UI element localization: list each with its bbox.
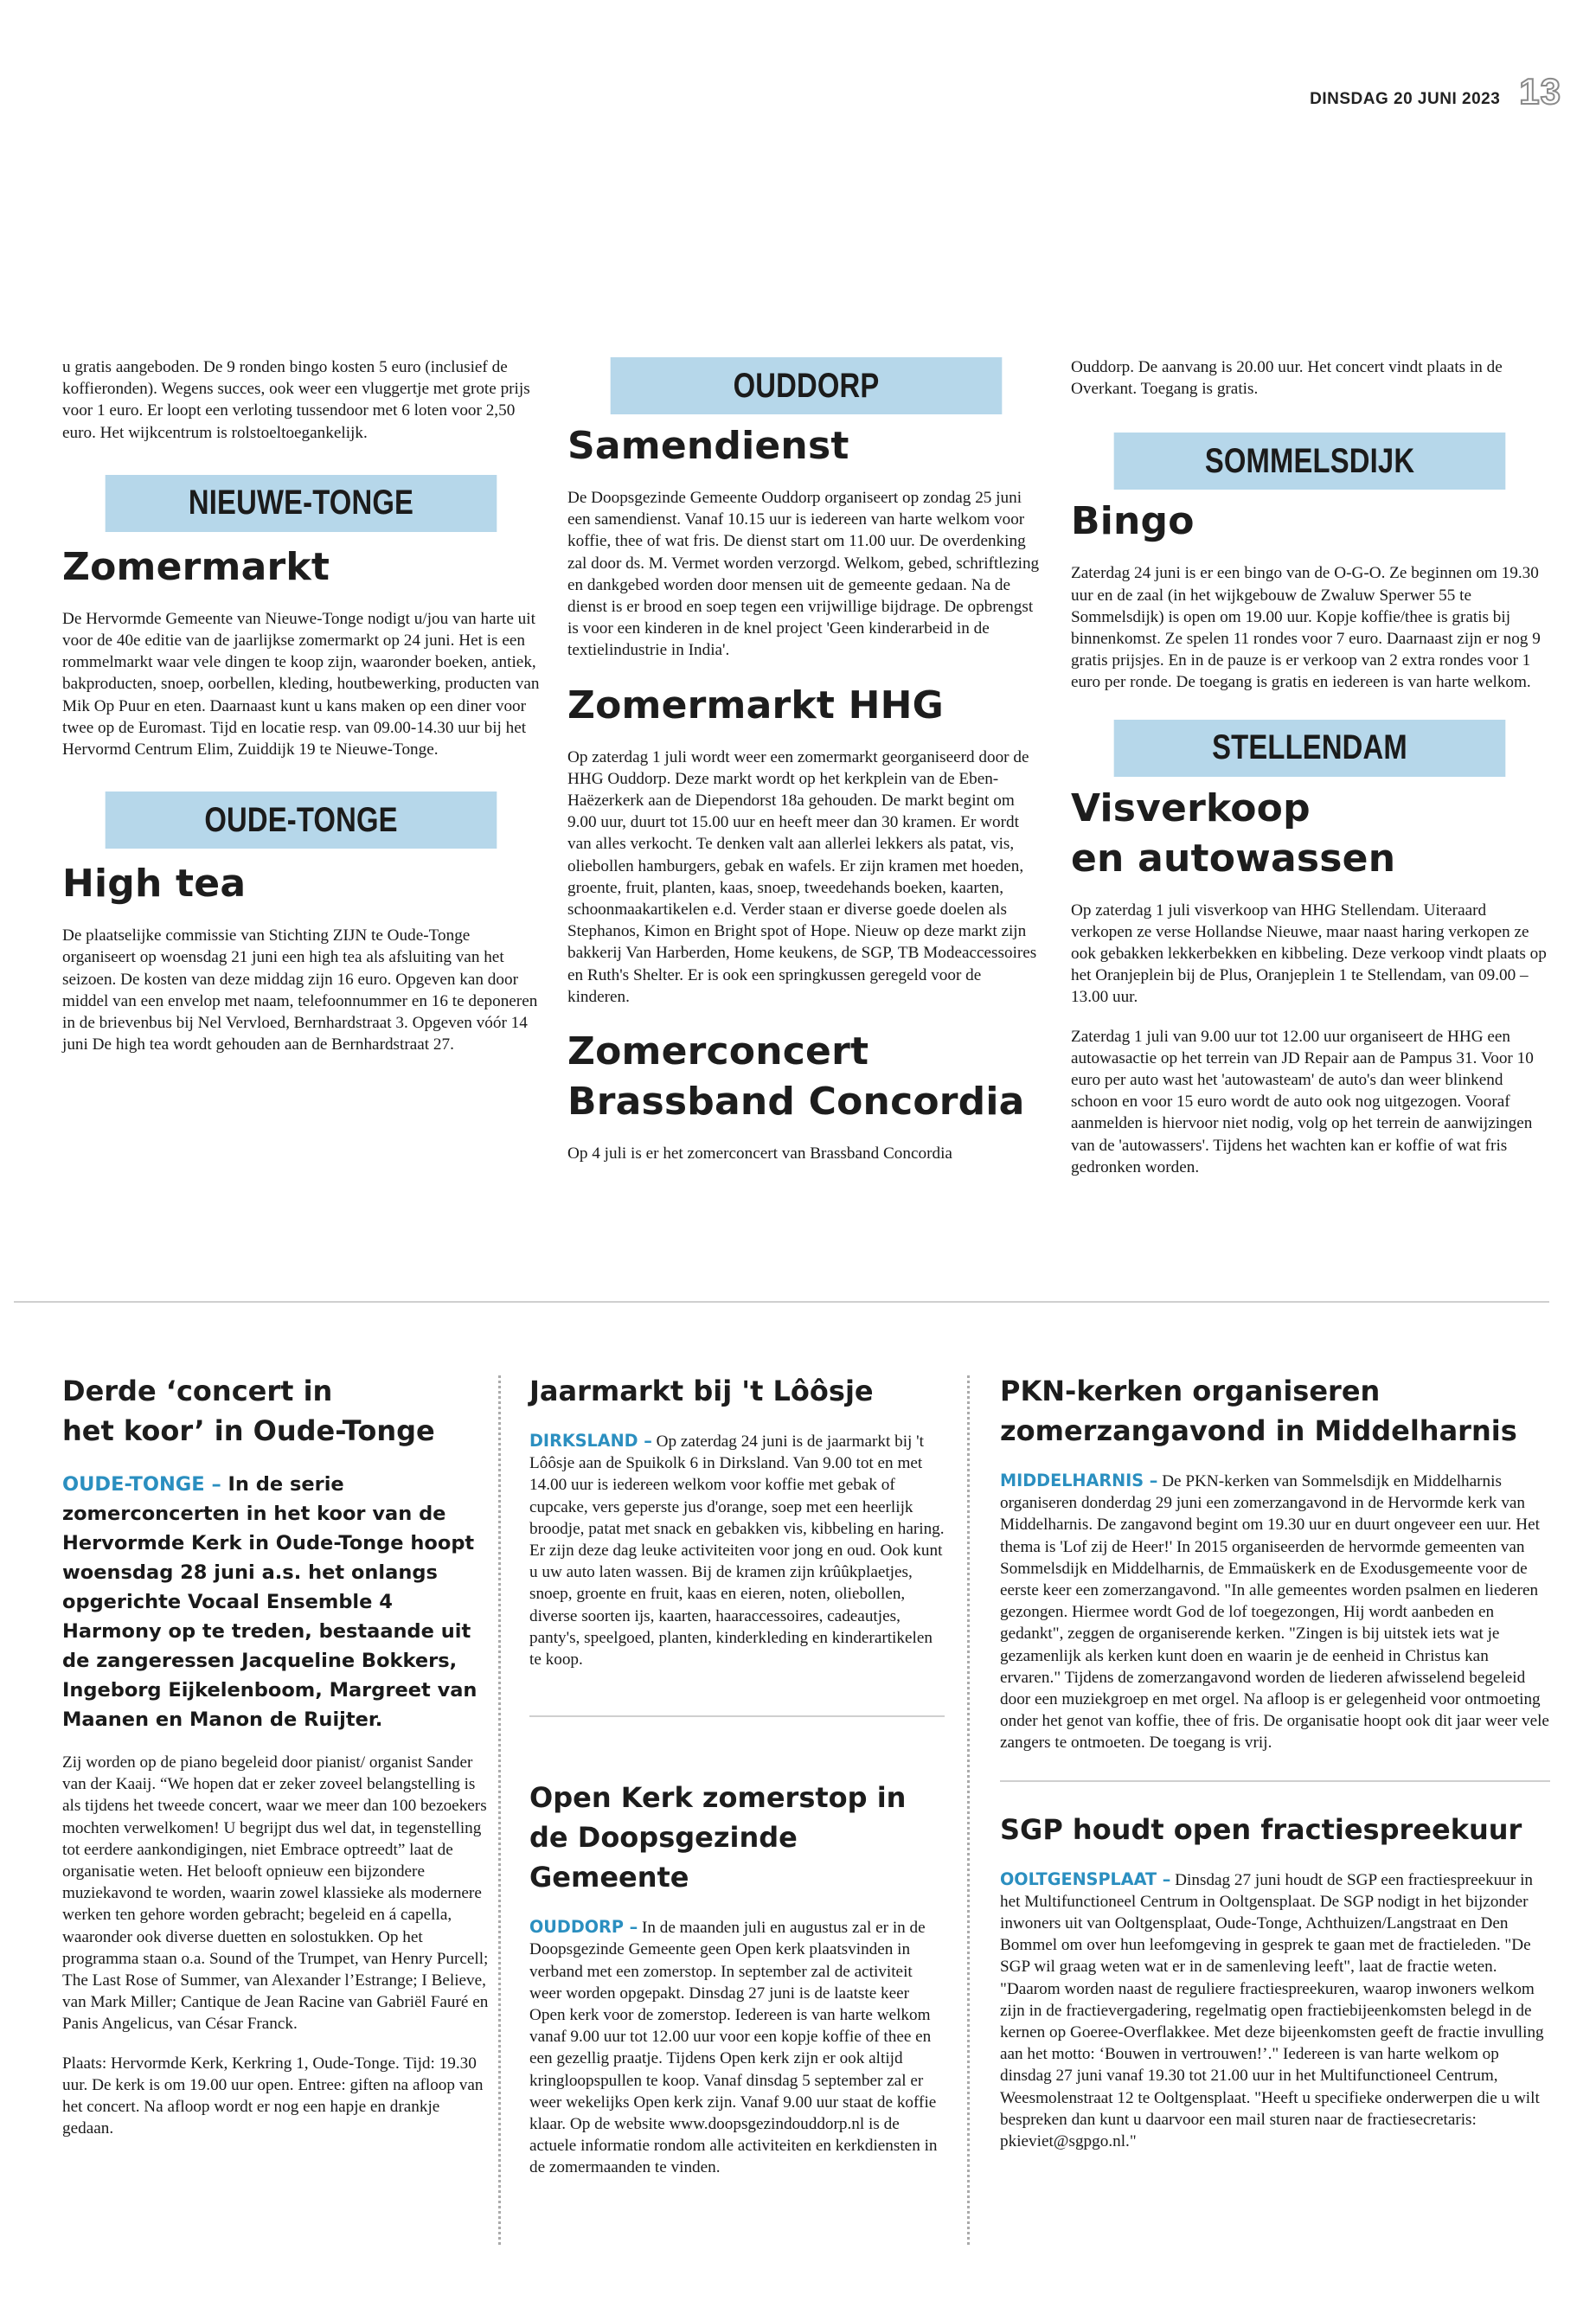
column-1-intro: u gratis aangeboden. De 9 ronden bingo kosten 5 euro (inclusief de koffieronden). Wegens succes, ook weer een vluggertje met grote prijs voor 1 euro. Er loopt een verloting tussendoor met 6 loten voor 2,50 euro. Het wijkcentrum is rolstoeltoegankelijk.: [62, 358, 530, 442]
article-title-derde-concert: [62, 1371, 495, 1451]
column-1: [62, 356, 540, 1055]
pkn-kerken-text: De PKN-kerken van Sommelsdijk en Middelharnis organiseren donderdag 29 juni een zomerzangavond in de Hervormde kerk van Middelharnis. De zangavond begint om 19.30 uur en duurt ongeveer een uur. Het thema is 'Lof zij de Heer!' In 2015 organiseerden de hervormde gemeenten van Sommelsdijk en Middelharnis, de Emmaüskerk en de Exodusgemeente voor de eerste keer een zomerzangavond. "In alle gemeentes worden psalmen en liederen gezongen. Hiermee wordt God de lof toegezongen, Hij wordt aanbeden en gedankt", zeggen de organiserende kerken. "Zingen is bij uitstek iets wat je gezamenlijk als kerken kunt doen en waarin je de eenheid in Christus kan ervaren." Tijdens de zomerzangavond worden de liederen afwisselend begeleid door een muziekgroep en met orgel. Na afloop is er gelegenheid voor ontmoeting onder het genot van koffie, thee of fris. De organisatie hoopt ook dit jaar weer vele zangers te ontmoeten. De toegang is vrij.: [1000, 1472, 1549, 1753]
open-kerk-text: In de maanden juli en augustus zal er in de Doopsgezinde Gemeente geen Open kerk plaatsvinden in verband met een zomerstop. In september zal de activiteit weer worden opgepakt. Dinsdag 27 juni is de laatste keer Open kerk voor de zomerstop. Iedereen is van harte welkom vanaf 9.00 uur tot 12.00 uur voor een kopje koffie of thee en een gezellig praatje. Tijdens Open kerk zijn er ook altijd kringloopspullen te koop. Vanaf dinsdag 5 september zal er weer wekelijks Open kerk zijn. Vanaf 9.00 uur staat de koffie klaar. Op de website www.doopsgezindouddorp.nl is de actuele informatie rondom alle activiteiten en kerkdiensten in de zomermaanden te vinden.: [529, 1919, 938, 2177]
issue-date: DINSDAG 20 JUNI 2023: [1310, 90, 1501, 108]
column-separator-2: [967, 1375, 970, 2245]
article-body-bingo: Zaterdag 24 juni is er een bingo van de O-G-O. Ze beginnen om 19.30 uur en de zaal (in het wijkgebouw de Zwaluw Sperwer 55 te Sommelsdijk) is open om 19.00 uur. Kopje koffie/thee is gratis bij binnenkomst. Ze spelen 11 rondes voor 7 euro. Daarnaast zijn er nog 9 gratis prijsjes. En in de pauze is er verkoop van 2 extra rondes voor 1 euro per ronde. De toegang is gratis en iedereen is van harte welkom.: [1071, 564, 1541, 692]
article-body-pkn-kerken: [1000, 1470, 1550, 1754]
article-body-high-tea: De plaatselijke commissie van Stichting ZIJN te Oude-Tonge organiseert op woensdag 21 juni een high tea als afsluiting van het seizoen. De kosten van deze middag zijn 16 euro. Opgeven kan door middel van een envelop met naam, telefoonnummer en 16 te deponeren in de brievenbus bij Nel Vervloed, Bernhardstraat 3. Opgeven vóór 14 juni De high tea wordt gehouden aan de Bernhardstraat 27.: [62, 926, 538, 1054]
lead-text: In de serie zomerconcerten in het koor van de Hervormde Kerk in Oude-Tonge hoopt woensdag 28 juni a.s. het onlangs opgerichte Vocaal Ensemble 4 Harmony op te treden, bestaande uit de zangeressen Jacqueline Bokkers, Ingeborg Eijkelenboom, Margreet van Maanen en Manon de Ruijter.: [62, 1473, 478, 1731]
kicker-middelharnis: MIDDELHARNIS –: [1000, 1471, 1158, 1490]
article-title-visverkoop-line1: Visverkoop: [1071, 785, 1311, 830]
article-title-zomerconcert-line1: Zomerconcert: [567, 1029, 869, 1074]
lower-column-3: [1000, 1371, 1550, 2152]
region-band-sommelsdijk: SOMMELSDIJK: [1114, 433, 1506, 490]
article-title-high-tea: High tea: [62, 862, 247, 907]
article-lead-derde-concert: [62, 1470, 495, 1734]
article-title-visverkoop: [1071, 784, 1548, 884]
article-title-derde-concert-line1: Derde ‘concert in: [62, 1375, 333, 1407]
kicker-oude-tonge: OUDE-TONGE –: [62, 1473, 221, 1496]
article-title-zomermarkt: Zomermarkt: [62, 544, 330, 589]
article-body-zomerconcert: Op 4 juli is er het zomerconcert van Brassband Concordia: [567, 1144, 952, 1163]
article-title-zomerconcert-line2: Brassband Concordia: [567, 1080, 1025, 1125]
article-body-zomermarkt: De Hervormde Gemeente van Nieuwe-Tonge nodigt u/jou van harte uit voor de 40e editie van de jaarlijkse zomermarkt op 24 juni. Het is een rommelmarkt waar vele dingen te koop zijn, waaronder boeken, antiek, bakproducten, snoep, oorbellen, kleding, houtbewerking, producten van Mik Op Puur en eten. Daarnaast kunt u kans maken op een diner voor twee op de Euromast. Tijd en locatie resp. van 09.00-14.30 uur bij het Hervormd Centrum Elim, Zuiddijk 19 te Nieuwe-Tonge.: [62, 609, 540, 760]
column-3-intro: Ouddorp. De aanvang is 20.00 uur. Het concert vindt plaats in de Overkant. Toegang is gratis.: [1071, 358, 1503, 399]
article-body-samendienst: De Doopsgezinde Gemeente Ouddorp organiseert op zondag 25 juni een samendienst. Vanaf 10.15 uur is iedereen van harte welkom voor koffie, thee of wat fris. De dienst start om 11.00 uur. De overdenking zal door ds. M. Vermet worden verzorgd. Welkom, gebed, schriftlezing en dankgebed worden door mensen uit de gemeente gedaan. Na de dienst is er brood en soep tegen een vrijwillige bijdrage. De opbrengst is voor een kinderen in de knel project 'Geen kinderarbeid in de textielindustrie in India'.: [567, 489, 1040, 660]
region-band-stellendam: STELLENDAM: [1114, 720, 1506, 777]
article-body-zomermarkt-hhg: Op zaterdag 1 juli wordt weer een zomermarkt georganiseerd door de HHG Ouddorp. Deze markt wordt op het kerkplein van de Eben-Haëzerkerk aan de Diependorst 18a gehouden. De markt begint om 9.00 uur, duurt tot 15.00 uur en heeft meer dan 30 kramen. Er wordt van alles verkocht. Te denken valt aan allerlei lekkers als patat, vis, oliebollen hamburgers, gebak en wafels. Er zijn kramen met hoeden, groente, fruit, planten, kaas, snoep, tweedehands boeken, kaarten, schoonmaakartikelen e.d. Verder staan er diverse goede doelen als Stephanos, Kimon en Bright spot of Hope. Nieuw op deze markt zijn bakkerij Van Harberden, Home keukens, de SGP, TB Modeaccessoires en Ruth's Shelter. Er is ook een springkussen geregeld voor de kinderen.: [567, 747, 1037, 1006]
article-title-open-kerk-line1: Open Kerk zomerstop in: [529, 1781, 907, 1815]
article-body-sgp: [1000, 1868, 1550, 2153]
article-title-open-kerk: [529, 1778, 945, 1897]
article-body-jaarmarkt: [529, 1430, 945, 1670]
article-title-samendienst: Samendienst: [567, 424, 849, 468]
article-title-sgp: SGP houdt open fractiespreekuur: [1000, 1812, 1522, 1846]
article-body-open-kerk: [529, 1916, 945, 2178]
article-title-open-kerk-line2: de Doopsgezinde Gemeente: [529, 1821, 798, 1894]
lower-column-1: [62, 1371, 495, 2139]
sgp-text: Dinsdag 27 juni houdt de SGP een fractiespreekuur in het Multifunctioneel Centrum in Ooltgensplaat. De SGP nodigt in het bijzonder inwoners uit van Ooltgensplaat, Oude-Tonge, Achthuizen/Langstraat en Den Bommel om over hun leefomgeving in gesprek te gaan met de fractieleden. "De SGP wil graag weten wat er in de samenleving leeft", laat de fractie weten. "Daarom worden naast de reguliere fractiespreekuren, waarop inwoners welkom zijn in de fractievergadering, regelmatig open fractiebijeenkomsten belegd in de kernen op Goeree-Overflakkee. Met deze bijeenkomsten geeft de fractie invulling aan het motto: ‘Bouwen in vertrouwen!’." Iedereen is van harte welkom op dinsdag 27 juni vanaf 19.30 tot 21.00 uur in het Multifunctioneel Centrum, Weesmolenstraat 12 te Ooltgensplaat. "Heeft u specifieke onderwerpen die u wilt bespreken dan kunt u daarvoor een mail sturen naar de fractiesecretaris: pkieviet@sgpgo.nl.": [1000, 1870, 1544, 2151]
column-separator-1: [498, 1375, 501, 2245]
article-title-zomerconcert: [567, 1027, 1045, 1127]
article-title-derde-concert-line2: het koor’ in Oude-Tonge: [62, 1414, 435, 1447]
article-body-visverkoop: Op zaterdag 1 juli visverkoop van HHG Stellendam. Uiteraard verkopen ze verse Hollandse Nieuwe, maar naast haring verkopen ze ook gebakken lekkerbekken en kibbeling. Deze verkoop vindt plaats op het Oranjeplein bij de Plus, Oranjeplein 1 te Stellendam, van 09.00 – 13.00 uur.: [1071, 901, 1547, 1007]
region-band-oude-tonge: OUDE-TONGE: [106, 792, 497, 849]
region-band-ouddorp: OUDDORP: [611, 357, 1003, 414]
article-title-zomermarkt-hhg: Zomermarkt HHG: [567, 683, 944, 727]
page-header: [1310, 71, 1561, 112]
article-title-visverkoop-line2: en autowassen: [1071, 836, 1396, 881]
article-title-bingo: Bingo: [1071, 499, 1195, 544]
kicker-dirksland: DIRKSLAND –: [529, 1431, 652, 1451]
lower-column-2: [529, 1371, 945, 2179]
article-title-pkn-kerken: [1000, 1371, 1550, 1451]
article-info-derde-concert: Plaats: Hervormde Kerk, Kerkring 1, Oude-Tonge. Tijd: 19.30 uur. De kerk is om 19.00 uur open. Entree: giften na afloop van het concert. Na afloop wordt er nog een hapje en drankje gedaan.: [62, 2054, 484, 2138]
page-number: 13: [1519, 71, 1561, 112]
column-3: [1071, 356, 1548, 1178]
section-divider: [14, 1301, 1549, 1303]
article-title-pkn-kerken-line1: PKN-kerken organiseren: [1000, 1375, 1381, 1407]
article-title-jaarmarkt: Jaarmarkt bij 't Lôôsje: [529, 1375, 874, 1407]
article-title-pkn-kerken-line2: zomerzangavond in Middelharnis: [1000, 1414, 1517, 1447]
column-2: [567, 357, 1045, 1164]
article-body-autowassen: Zaterdag 1 juli van 9.00 uur tot 12.00 uur organiseert de HHG een autowasactie op het terrein van JD Repair aan de Pampus 31. Voor 10 euro per auto wast het 'autowasteam' de auto's dan weer blinkend schoon en voor 15 euro wordt de auto ook nog uitgezogen. Vooraf aanmelden is hiervoor niet nodig, volg op het terrein de aanwijzingen van de 'autowassers'. Tijdens het wachten kan er koffie of wat fris gedronken worden.: [1071, 1027, 1534, 1176]
kicker-ouddorp: OUDDORP –: [529, 1917, 638, 1938]
article-body-derde-concert: Zij worden op de piano begeleid door pianist/ organist Sander van der Kaaij. “We hopen dat er zeker zoveel belangstelling is als tijdens het tweede concert, waar we meer dan 100 bezoekers mochten verwelkomen! U begrijpt dus wel dat, in tegenstelling tot eerdere aankondigingen, niet Embrace optreedt” laat de organisatie weten. Het belooft opnieuw een bijzondere muziekavond te worden, waarin zowel klassieke als modernere werken ten gehore worden gebracht; begeleid en á capella, waaronder ook diverse duetten en solostukken. Op het programma staan o.a. Sound of the Trumpet, van Henry Purcell; The Last Rose of Summer, van Alexander l’Estrange; I Believe, van Mark Miller; Cantique de Jean Racine van Gabriël Fauré en Panis Angelicus, van César Franck.: [62, 1753, 489, 2034]
jaarmarkt-text: Op zaterdag 24 juni is de jaarmarkt bij 't Lôôsje aan de Spuikolk 6 in Dirksland. Van 9.00 tot en met 14.00 uur is iedereen welkom voor koffie met gebak of cupcake, vers geperste jus d'orange, soep met een heerlijk broodje, patat met snack en gebakken vis, kibbeling en haring. Er zijn deze dag leuke activiteiten voor jong en oud. Ook kunt u uw auto laten wassen. Bij de kramen zijn krûûkplaetjes, snoep, groente en fruit, kaas en eieren, noten, oliebollen, diverse soorten ijs, kaarten, haaraccessoires, cadeautjes, panty's, speelgoed, planten, kinderkleding en kinderartikelen te koop.: [529, 1433, 945, 1670]
region-band-nieuwe-tonge: NIEUWE-TONGE: [106, 475, 497, 532]
kicker-ooltgensplaat: OOLTGENSPLAAT –: [1000, 1868, 1171, 1889]
